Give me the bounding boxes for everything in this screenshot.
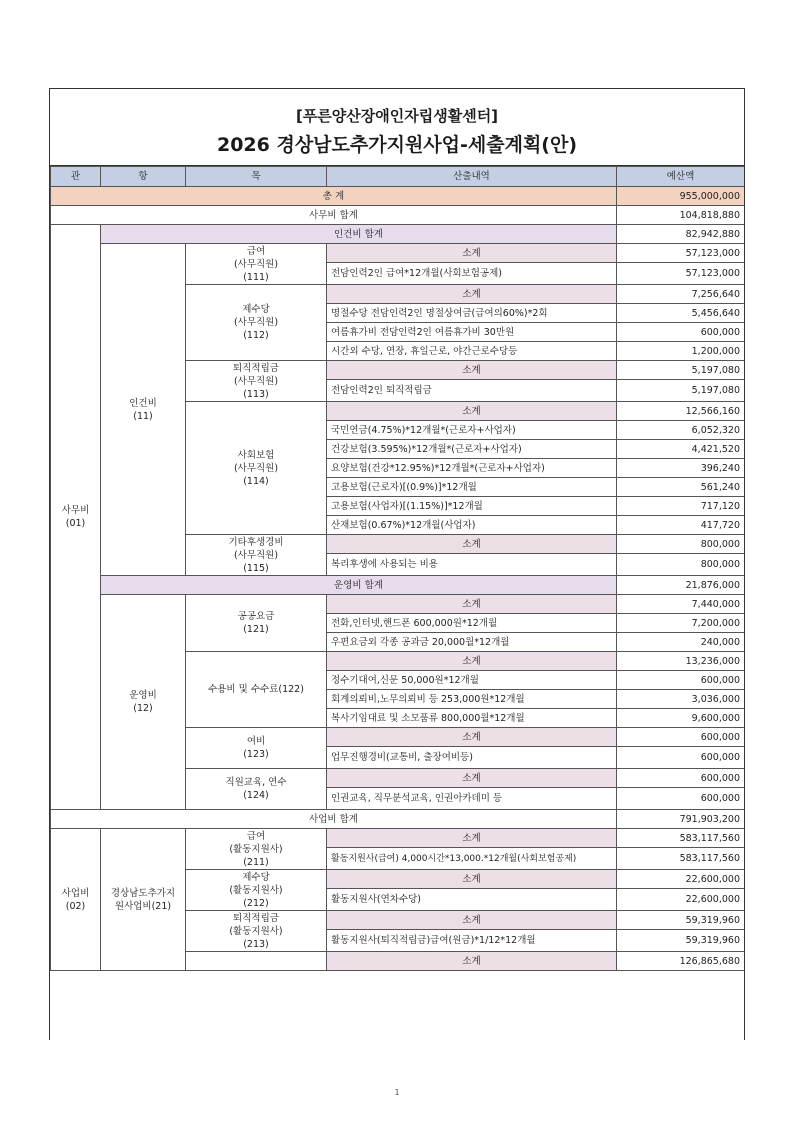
- line-item-amount: 561,240: [617, 478, 745, 497]
- document-title: 2026 경상남도추가지원사업-세출계획(안): [216, 134, 578, 156]
- mok-category: 퇴직적립금 (사무직원) (113): [186, 361, 327, 402]
- line-item-amount: 4,421,520: [617, 440, 745, 459]
- operating-total-label-row: [51, 576, 745, 595]
- subtotal-amount: 22,600,000: [617, 870, 745, 889]
- line-item-description: 명절수당 전담인력2인 명절상여금(급여의60%)*2회: [327, 304, 617, 323]
- subtotal-label: 소계: [327, 952, 617, 971]
- col-header-mok: 목: [186, 167, 327, 187]
- col-header-description: 산출내역: [327, 167, 617, 187]
- mok-category: 수용비 및 수수료(122): [186, 652, 327, 728]
- line-item-description: 시간외 수당, 연장, 휴일근로, 야간근로수당등: [327, 342, 617, 361]
- line-item-amount: 3,036,000: [617, 690, 745, 709]
- subtotal-label: 소계: [327, 595, 617, 614]
- line-item-amount: 5,456,640: [617, 304, 745, 323]
- personnel-total-label: 인건비 합계: [101, 225, 617, 244]
- line-item-description: 우편요금외 각종 공과금 20,000월*12개월: [327, 633, 617, 652]
- line-item-amount: 600,000: [617, 323, 745, 342]
- budget-document: [49, 88, 745, 1040]
- line-item-description: 업무진행경비(교통비, 출장여비등): [327, 747, 617, 769]
- line-item-amount: 9,600,000: [617, 709, 745, 728]
- organization-title: [푸른양산장애인자립생활센터]: [295, 107, 499, 125]
- subtotal-label: 소계: [327, 535, 617, 554]
- line-item-amount: 5,197,080: [617, 380, 745, 402]
- mok-category: [186, 952, 327, 971]
- line-item-amount: 417,720: [617, 516, 745, 535]
- line-item-amount: 59,319,960: [617, 930, 745, 952]
- office-total-label: 사무비 합계: [51, 206, 617, 225]
- subtotal-amount: 600,000: [617, 769, 745, 788]
- subtotal-amount: 5,197,080: [617, 361, 745, 380]
- subtotal-label: 소계: [327, 285, 617, 304]
- mok-category: 공공요금 (121): [186, 595, 327, 652]
- line-item-amount: 240,000: [617, 633, 745, 652]
- subtotal-amount: 7,440,000: [617, 595, 745, 614]
- gwan-office: 사무비 (01): [51, 225, 101, 810]
- subtotal-label: 소계: [327, 911, 617, 930]
- mok-category: 직원교육, 연수 (124): [186, 769, 327, 810]
- grand-total-label: 총 계: [51, 187, 617, 206]
- col-header-hang: 항: [101, 167, 186, 187]
- line-item-description: 전담인력2인 급여*12개월(사회보험공제): [327, 263, 617, 285]
- mok-category: 제수당 (사무직원) (112): [186, 285, 327, 361]
- subtotal-amount: 12,566,160: [617, 402, 745, 421]
- line-item-description: 복리후생에 사용되는 비용: [327, 554, 617, 576]
- line-item-description: 국민연금(4.75%)*12개월*(근로자+사업자): [327, 421, 617, 440]
- line-item-description: 전화,인터넷,핸드폰 600,000원*12개월: [327, 614, 617, 633]
- subtotal-amount: 800,000: [617, 535, 745, 554]
- office-total-row: [51, 206, 745, 225]
- table-header-row: [51, 167, 745, 187]
- line-item-amount: 600,000: [617, 747, 745, 769]
- subtotal-row: [51, 244, 745, 263]
- line-item-description: 전담인력2인 퇴직적립금: [327, 380, 617, 402]
- operating-total-amount: 21,876,000: [617, 576, 745, 595]
- line-item-amount: 22,600,000: [617, 889, 745, 911]
- subtotal-label: 소계: [327, 652, 617, 671]
- subtotal-amount: 600,000: [617, 728, 745, 747]
- line-item-description: 고용보험(사업자)[(1.15%)]*12개월: [327, 497, 617, 516]
- document-header: [50, 89, 744, 166]
- mok-category: 급여 (활동지원사) (211): [186, 829, 327, 870]
- hang-personnel: 인건비 (11): [101, 244, 186, 576]
- subtotal-label: 소계: [327, 244, 617, 263]
- business-total-amount: 791,903,200: [617, 810, 745, 829]
- mok-category: 기타후생경비 (사무직원) (115): [186, 535, 327, 576]
- subtotal-row: [51, 829, 745, 848]
- business-total-row: [51, 810, 745, 829]
- col-header-gwan: 관: [51, 167, 101, 187]
- subtotal-label: 소계: [327, 769, 617, 788]
- subtotal-label: 소계: [327, 361, 617, 380]
- subtotal-label: 소계: [327, 402, 617, 421]
- line-item-description: 활동지원사(퇴직적립금)급여(원금)*1/12*12개월: [327, 930, 617, 952]
- mok-category: 퇴직적립금 (활동지원사) (213): [186, 911, 327, 952]
- subtotal-label: 소계: [327, 829, 617, 848]
- line-item-amount: 600,000: [617, 671, 745, 690]
- grand-total-amount: 955,000,000: [617, 187, 745, 206]
- subtotal-amount: 7,256,640: [617, 285, 745, 304]
- line-item-description: 건강보험(3.595%)*12개월*(근로자+사업자): [327, 440, 617, 459]
- mok-category: 급여 (사무직원) (111): [186, 244, 327, 285]
- line-item-description: 활동지원사(급여) 4,000시간*13,000.*12개월(사회보험공제): [327, 848, 617, 870]
- line-item-amount: 600,000: [617, 788, 745, 810]
- line-item-description: 복사기임대료 및 소모품류 800,000월*12개월: [327, 709, 617, 728]
- hang-business: 경상남도추가지 원사업비(21): [101, 829, 186, 971]
- hang-operating: 운영비 (12): [101, 595, 186, 810]
- office-total-amount: 104,818,880: [617, 206, 745, 225]
- subtotal-amount: 13,236,000: [617, 652, 745, 671]
- line-item-description: 인권교육, 직무분석교육, 인권아카데미 등: [327, 788, 617, 810]
- line-item-description: 고용보험(근로자)[(0.9%)]*12개월: [327, 478, 617, 497]
- line-item-amount: 1,200,000: [617, 342, 745, 361]
- line-item-amount: 583,117,560: [617, 848, 745, 870]
- subtotal-label: 소계: [327, 870, 617, 889]
- gwan-business: 사업비 (02): [51, 829, 101, 971]
- line-item-description: 산재보험(0.67%)*12개월(사업자): [327, 516, 617, 535]
- line-item-description: 요양보험(건강*12.95%)*12개월*(근로자+사업자): [327, 459, 617, 478]
- mok-category: 제수당 (활동지원사) (212): [186, 870, 327, 911]
- subtotal-amount: 57,123,000: [617, 244, 745, 263]
- business-total-label: 사업비 합계: [51, 810, 617, 829]
- operating-total-label: 운영비 합계: [101, 576, 617, 595]
- line-item-amount: 396,240: [617, 459, 745, 478]
- col-header-amount: 예산액: [617, 167, 745, 187]
- line-item-amount: 800,000: [617, 554, 745, 576]
- line-item-description: 정수기대여,신문 50,000원*12개월: [327, 671, 617, 690]
- grand-total-row: [51, 187, 745, 206]
- mok-category: 여비 (123): [186, 728, 327, 769]
- line-item-amount: 57,123,000: [617, 263, 745, 285]
- page-number: 1: [394, 1088, 400, 1097]
- budget-table: [50, 166, 745, 971]
- mok-category: 사회보험 (사무직원) (114): [186, 402, 327, 535]
- line-item-amount: 6,052,320: [617, 421, 745, 440]
- line-item-amount: 7,200,000: [617, 614, 745, 633]
- subtotal-amount: 583,117,560: [617, 829, 745, 848]
- line-item-amount: 717,120: [617, 497, 745, 516]
- subtotal-row: [51, 595, 745, 614]
- subtotal-amount: 126,865,680: [617, 952, 745, 971]
- line-item-description: 활동지원사(연차수당): [327, 889, 617, 911]
- personnel-total-amount: 82,942,880: [617, 225, 745, 244]
- personnel-total-label-row: [51, 225, 745, 244]
- line-item-description: 여름휴가비 전담인력2인 여름휴가비 30만원: [327, 323, 617, 342]
- subtotal-amount: 59,319,960: [617, 911, 745, 930]
- line-item-description: 회계의뢰비,노무의뢰비 등 253,000원*12개월: [327, 690, 617, 709]
- subtotal-label: 소계: [327, 728, 617, 747]
